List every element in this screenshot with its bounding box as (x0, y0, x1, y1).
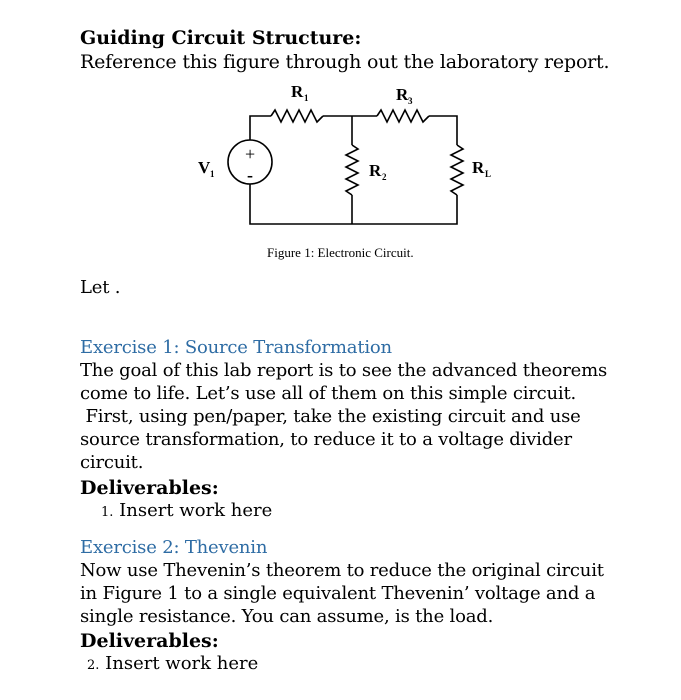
intro-text: Reference this figure through out the laboratory report. (80, 51, 610, 73)
source-plus-sign: + (245, 144, 256, 164)
label-r3: R (396, 85, 409, 104)
deliverables-label-1: Deliverables: (80, 477, 219, 499)
label-r1-sub: 1 (304, 93, 309, 103)
figure-caption: Figure 1: Electronic Circuit. (267, 245, 414, 260)
exercise-1-line: circuit. (80, 452, 144, 473)
label-r2-sub: 2 (382, 172, 387, 182)
resistor-r2 (346, 145, 358, 195)
list-item-text: Insert work here (105, 653, 259, 674)
label-r1: R (291, 82, 304, 101)
circuit-figure (0, 0, 681, 260)
circuit-wires (228, 110, 463, 224)
label-rl: R (472, 158, 485, 177)
list-item-text: Insert work here (119, 500, 273, 521)
source-minus-sign: - (247, 165, 253, 185)
exercise-1-line: First, using pen/paper, take the existing circuit and use (80, 406, 581, 427)
list-item (87, 652, 258, 678)
exercise-1-line: The goal of this lab report is to see the advanced theorems (80, 360, 607, 381)
wire-top-right (429, 116, 457, 145)
label-r3-sub: 3 (408, 96, 413, 106)
exercise-1-title: Exercise 1: Source Transformation (80, 337, 392, 358)
resistor-rl (451, 145, 463, 195)
list-item-number: 2. (87, 658, 100, 673)
label-v1-sub: 1 (210, 169, 215, 179)
exercise-2-line: single resistance. You can assume, is the load. (80, 606, 494, 627)
label-rl-sub: L (485, 169, 492, 179)
resistor-r3 (377, 110, 429, 122)
label-v1: V (198, 158, 211, 177)
list-item-number: 1. (101, 505, 114, 520)
exercise-2-line: in Figure 1 to a single equivalent Thevenin’ voltage and a (80, 583, 596, 604)
exercise-1-line: come to life. Let’s use all of them on this simple circuit. (80, 383, 577, 404)
exercise-2-line: Now use Thevenin’s theorem to reduce the original circuit (80, 560, 604, 581)
resistor-r1 (271, 110, 323, 122)
wire-right-bottom (250, 184, 457, 224)
label-r2: R (369, 161, 382, 180)
wire-left-top (250, 116, 271, 140)
section-heading: Guiding Circuit Structure: (80, 27, 362, 49)
let-text: Let . (80, 277, 121, 298)
exercise-1-line: source transformation, to reduce it to a voltage divider (80, 429, 572, 450)
deliverables-label-2: Deliverables: (80, 630, 219, 652)
list-item (101, 499, 272, 525)
exercise-2-title: Exercise 2: Thevenin (80, 537, 268, 558)
